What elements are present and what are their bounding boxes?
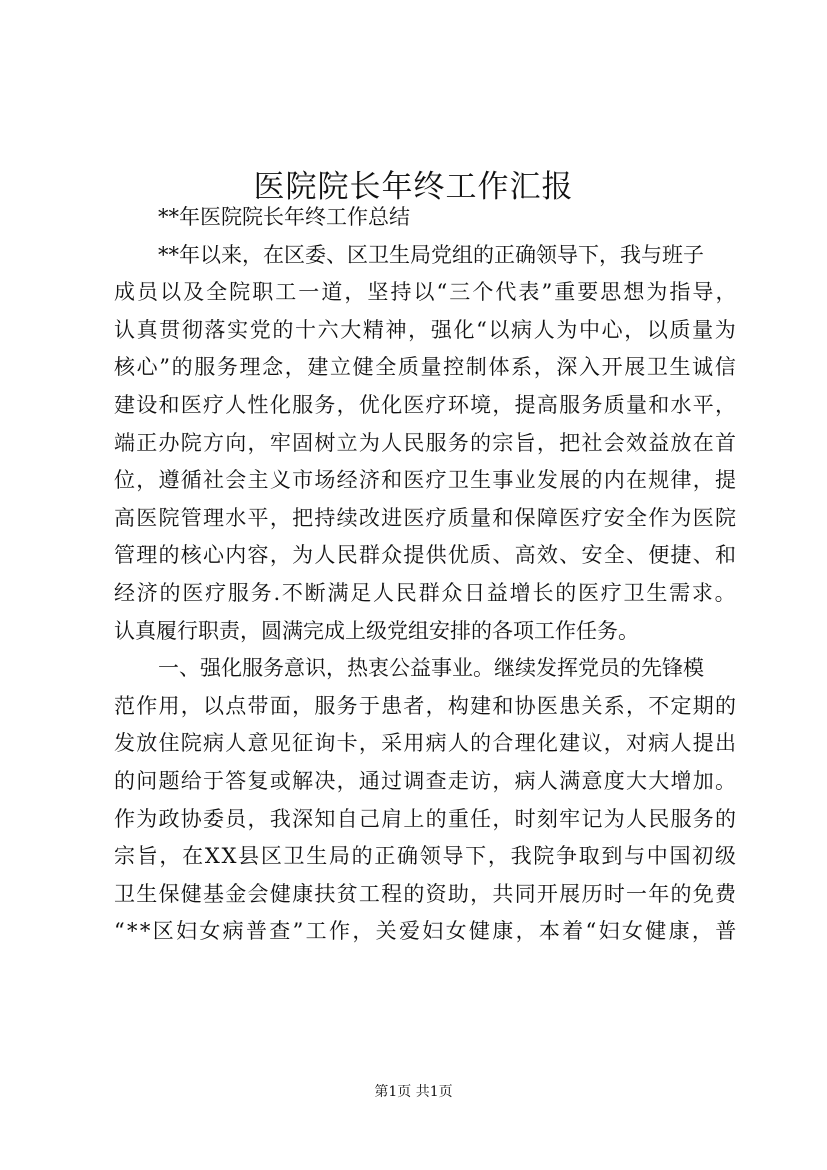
paragraph-line [114, 801, 736, 839]
paragraph-text: 发放住院病人意见征询卡，采用病人的合理化建议，对病人提出 [114, 731, 738, 756]
paragraph-line [114, 274, 739, 312]
paragraph-text: 经济的医疗服务.不断满足人民群众日益增长的医疗卫生需求。 [114, 580, 738, 605]
paragraph-text: 的问题给于答复或解决，通过调查走访，病人满意度大大增加。 [114, 768, 738, 793]
paragraph-text: 认真贯彻落实党的十六大精神，强化“以病人为中心，以质量为 [114, 317, 738, 342]
paragraph-text: 成员以及全院职工一道，坚持以“三个代表”重要思想为指导， [114, 280, 739, 305]
paragraph-line [114, 462, 736, 500]
paragraph-text: 端正办院方向，牢固树立为人民服务的宗旨，把社会效益放在首 [114, 430, 738, 455]
paragraph-text: 卫生保健基金会健康扶贫工程的资助，共同开展历时一年的免费 [114, 881, 738, 906]
paragraph-text: 宗旨，在XX县区卫生局的正确领导下，我院争取到与中国初级 [114, 844, 738, 869]
subtitle-line [114, 199, 736, 237]
paragraph-text: 高医院管理水平，把持续改进医疗质量和保障医疗安全作为医院 [114, 505, 738, 530]
paragraph-line [114, 575, 736, 613]
paragraph-line [114, 312, 736, 350]
paragraph-text: 管理的核心内容，为人民群众提供优质、高效、安全、便捷、和 [114, 543, 738, 568]
paragraph-line [114, 537, 736, 575]
paragraph-text: 作为政协委员，我深知自己肩上的重任，时刻牢记为人民服务的 [114, 806, 738, 831]
paragraph-text: “**区妇女病普查”工作，关爱妇女健康，本着“妇女健康，普 [114, 919, 739, 944]
paragraph-line [114, 913, 739, 951]
page-number-footer: 第1页 共1页 [374, 1084, 453, 1100]
paragraph-line [114, 500, 736, 538]
paragraph-text: 认真履行职责，圆满完成上级党组安排的各项工作任务。 [114, 618, 639, 643]
paragraph-line [114, 763, 736, 801]
document-body [114, 199, 739, 951]
paragraph-line [114, 725, 736, 763]
document-title: 医院院长年终工作汇报 [253, 168, 574, 205]
paragraph-line [114, 650, 736, 688]
paragraph-text: 位，遵循社会主义市场经济和医疗卫生事业发展的内在规律，提 [114, 468, 738, 493]
paragraph-line [114, 838, 736, 876]
paragraph-line [114, 237, 736, 275]
paragraph-text: **年以来，在区委、区卫生局党组的正确领导下，我与班子 [158, 242, 704, 267]
paragraph-line [114, 876, 736, 914]
document-subtitle: **年医院院长年终工作总结 [158, 205, 410, 229]
paragraph-text: 核心”的服务理念，建立健全质量控制体系，深入开展卫生诚信 [114, 355, 738, 380]
paragraph-line [114, 425, 736, 463]
paragraph-line [114, 688, 736, 726]
paragraph-line [114, 613, 736, 651]
paragraph-text: 建设和医疗人性化服务，优化医疗环境，提高服务质量和水平， [114, 392, 738, 417]
paragraph-text: 范作用，以点带面，服务于患者，构建和协医患关系，不定期的 [114, 693, 738, 718]
paragraph-line [114, 349, 736, 387]
paragraph-line [114, 387, 736, 425]
paragraph-text: 一、强化服务意识，热衷公益事业。继续发挥党员的先锋模 [158, 656, 704, 681]
